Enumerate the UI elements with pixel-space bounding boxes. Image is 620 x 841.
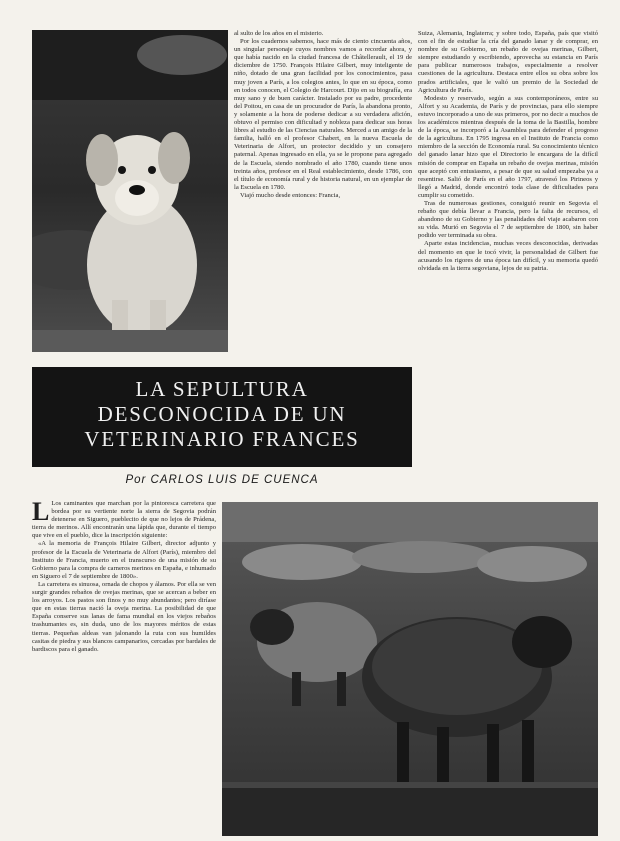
drop-cap: L [32,500,50,526]
paragraph: al sulto de los años en el misterio. [234,30,324,37]
paragraph: La carretera es sinuosa, ornada de chopos y álamos. Por ella se ven surgir grandes rebaños de ovejas merinas, que se acercan a beber en los arroyos. Los pastos son finos y no muy abundantes; pero diríase que en estas tierras nació la oveja merina. La posibilidad de que España conserve sus lanas de fama mundial en los viejos rebaños trashumantes es, sin duda, uno de los mayores méritos de estas tierras. Pequeñas aldeas van jalonando la ruta con sus humildes casitas de piedra y sus blancos campanarios, cercadas por bardales de bardiscos para el ganado. [32,580,216,653]
dog-photo [32,30,228,352]
title-line-3: VETERINARIO FRANCES [84,427,360,451]
sheep-photo [222,502,598,836]
title-line-1: LA SEPULTURA [135,377,309,401]
dog-photo-image [32,30,228,352]
paragraph: «A la memoria de François Hilaire Gilbert, director adjunto y profesor de la Escuela de Veterinaria de Alfort (París), miembro del Instituto de Francia, muerto en el transcurso de una misión de su Gobierno para la compra de carneros merinos en España, e inhumado en Siguero el 7 de septiembre de 1800». [32,540,216,580]
article-title [32,367,412,467]
paragraph: Modesto y reservado, según a sus contemporáneos, entre su Alfort y su Academia, de París y de provincias, para ello siempre estuvo incorporado a uno de sus primeros, por no decir a muchos de los académicos mientras después de la toma de la Bastilla, hombre de la época, se incorporó a la Asamblea para defender el progreso de la agricultura. En 1795 ingresa en el Instituto de Francia como miembro de la sección de Economía rural. Su conocimiento técnico del ganado lanar hizo que el Directorio le encargara de la difícil misión de comprar en España un rebaño de ovejas merinas, misión que aceptó con entusiasmo, a pesar de que su salud empezaba ya a resentirse. Salió de París en el año 1797, atravesó los Pirineos y llegó a Madrid, donde encontró toda clase de dificultades para cumplir su cometido. [418,94,598,199]
paragraph: Aparte estas incidencias, muchas veces desconocidas, derivadas del momento en que le tocó vivir, la personalidad de Gilbert fue acusando los rigores de una época tan difícil, y su memoria quedó olvidada en la tierra segoviana, lejos de su patria. [418,240,598,272]
paragraph: Por los cuadernos sabemos, hace más de ciento cincuenta años, un singular personaje cuyos nombres vamos a recordar ahora, y que había nacido en la ciudad francesa de Châtellerault, el 19 de diciembre de 1750. François Hilaire Gilbert, muy inteligente de niño, dotado de una gran facilidad por los conocimientos, pasa muy joven a París, a los colegios antes, lo que en su época, como en todos conocen, el Colegio de Harcourt. Dijo en su biografía, era muy sano y de buen carácter. Instalado por su padre, procedente del Poitou, en casa de un procurador de París, la abandona pronto, y solamente a la hora de poderse dedicar a su verdadera afición, obtuvo el permiso con dificultad y nobleza para dedicar sus horas libres al estudio de las Ciencias naturales. Merced a un amigo de la familia, halló en el profesor Chabert, en la nueva Escuela de Veterinaria de Alfort, un protector decidido y un consejero paternal. Apenas ingresado en ella, ya se le propone para agregado de la Escuela, siendo nombrado el año 1780, cuando tiene unos treinta años, profesor en el Real establecimiento, desde 1786, con el título de economía rural y de historia natural, en un ejemplar de la Escuela en 1780. [234,38,412,191]
article-column-middle [234,30,412,352]
paragraph: Tras de numerosas gestiones, consiguió reunir en Segovia el rebaño que debía llevar a Francia, pero la falta de recursos, el abandono de su Gobierno y las penalidades del viaje acabaron con su vida. Murió en Segovia el 7 de septiembre de 1800, sin haber podido ver terminada su obra. [418,199,598,240]
sheep-photo-image [222,502,598,836]
paragraph: Viajó mucho desde entonces: Francia, [240,191,341,199]
title-line-2: DESCONOCIDA DE UN [97,402,347,426]
article-column-right [418,30,598,496]
article-column-bottom [32,500,216,836]
paragraph-text: Los caminantes que marchan por la pintoresca carretera que bordea por su vertiente norte la sierra de Segovia podrán detenerse en Siguero, pueblecito de que no lejos de Prádena, tierra de merinos. Allí encontrarán una lápida que, durante el tiempo que vive en el pueblo, dice la inscripción siguiente: [32,500,216,540]
paragraph: Suiza, Alemania, Inglaterra; y sobre todo, España, país que visitó con el fin de estudiar la cría del ganado lanar y de comprar, en nombre de su Gobierno, un rebaño de ovejas merinas, Gilbert, siempre estudiando y escribiendo, aprovecha su estancia en París para publicar numerosos trabajos, especialmente a resolver cuestiones de la agricultura. Destaca entre ellos su obra sobre los prados artificiales, que le valió un premio de la Sociedad de Agricultura de París. [418,30,598,94]
article-byline: Por CARLOS LUIS DE CUENCA [125,474,319,486]
paragraph [32,500,216,540]
